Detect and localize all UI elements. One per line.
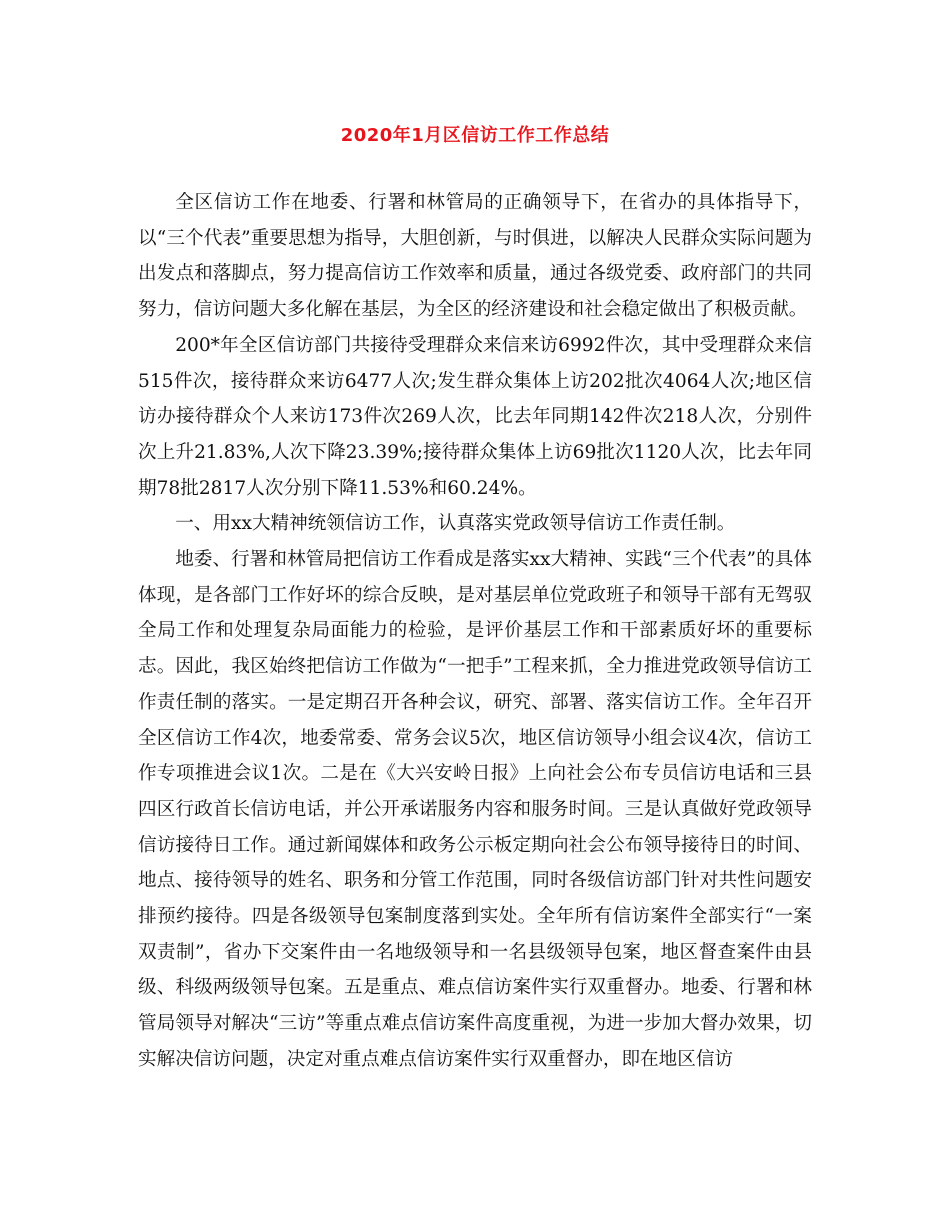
document-body — [138, 185, 812, 1078]
document-title: 2020年1月区信访工作工作总结 — [340, 125, 610, 146]
paragraph-responsibility: 地委、行署和林管局把信访工作看成是落实xx大精神、实践“三个代表”的具体体现，是各部门工作好坏的综合反映，是对基层单位党政班子和领导干部有无驾驭全局工作和处理复杂局面能力的检验，是评价基层工作和干部素质好坏的重要标志。因此，我区始终把信访工作做为“一把手”工程来抓，全力推进党政领导信访工作责任制的落实。一是定期召开各种会议，研究、部署、落实信访工作。全年召开全区信访工作4次，地委常委、常务会议5次，地区信访领导小组会议4次，信访工作专项推进会议1次。二是在《大兴安岭日报》上向社会公布专员信访电话和三县四区行政首长信访电话，并公开承诺服务内容和服务时间。三是认真做好党政领导信访接待日工作。通过新闻媒体和政务公示板定期向社会公布领导接待日的时间、地点、接待领导的姓名、职务和分管工作范围，同时各级信访部门针对共性问题安排预约接待。四是各级领导包案制度落到实处。全年所有信访案件全部实行“一案双责制”，省办下交案件由一名地级领导和一名县级领导包案，地区督查案件由县级、科级两级领导包案。五是重点、难点信访案件实行双重督办。地委、行署和林管局领导对解决“三访”等重点难点信访案件高度重视，为进一步加大督办效果，切实解决信访问题，决定对重点难点信访案件实行双重督办，即在地区信访 — [138, 549, 812, 1070]
paragraph-statistics: 200*年全区信访部门共接待受理群众来信来访6992件次，其中受理群众来信515件次，接待群众来访6477人次;发生群众集体上访202批次4064人次;地区信访办接待群众个人来访173件次269人次，比去年同期142件次218人次，分别件次上升21.83%,人次下降23.39%;接待群众集体上访69批次1120人次，比去年同期78批2817人次分别下降11.53%和60.24%。 — [138, 334, 812, 499]
section-heading-1: 一、用xx大精神统领信访工作，认真落实党政领导信访工作责任制。 — [175, 513, 736, 535]
paragraph-intro: 全区信访工作在地委、行署和林管局的正确领导下，在省办的具体指导下，以“三个代表”重要思想为指导，大胆创新，与时俱进，以解决人民群众实际问题为出发点和落脚点，努力提高信访工作效率和质量，通过各级党委、政府部门的共同努力，信访问题大多化解在基层，为全区的经济建设和社会稳定做出了积极贡献。 — [138, 192, 812, 321]
